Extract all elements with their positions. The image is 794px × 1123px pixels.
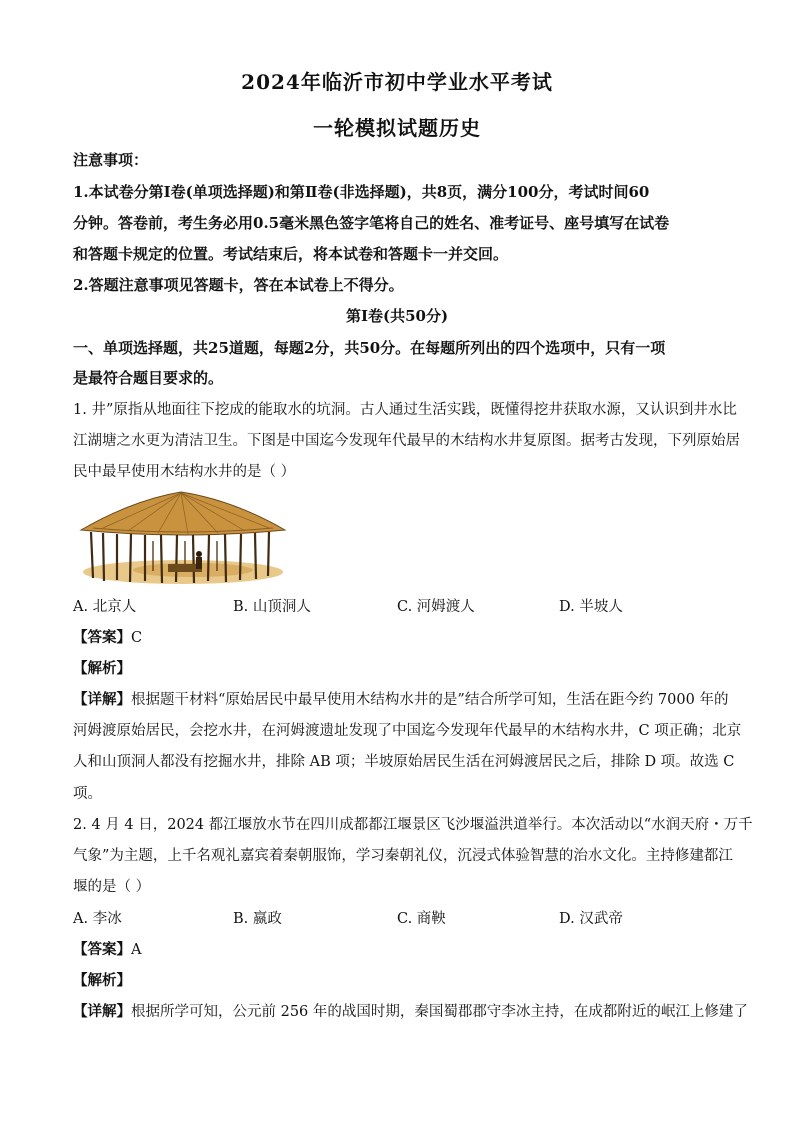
q1-stem-line-3: 民中最早使用木结构水井的是（ ） (73, 464, 296, 480)
exam-title: 2024年临沂市初中学业水平考试 (241, 70, 553, 94)
q1-stem-line-2: 江湖塘之水更为清洁卫生。下图是中国迄今发现年代最早的木结构水井复原图。据考古发现，下列原始居 (73, 433, 740, 449)
section-1-title: 第Ⅰ卷(共50分) (345, 307, 449, 325)
q1-stem-line-1: 1. 井”原指从地面往下挖成的能取水的坑洞。古人通过生活实践，既懂得挖井获取水源，又认识到井水比 (73, 402, 737, 418)
q2-detail-tag: 【详解】 (73, 1003, 131, 1020)
section-1-instruction-line-2: 是最符合题目要求的。 (73, 369, 224, 387)
notice-item-1-line-1: 1.本试卷分第Ⅰ卷(单项选择题)和第Ⅱ卷(非选择题)，共8页，满分100分，考试时间60 (73, 183, 650, 201)
q2-answer: A (131, 942, 142, 958)
q1-detail-line-2: 河姆渡原始居民，会挖水井，在河姆渡遗址发现了中国迄今发现年代最早的木结构水井，C 项正确；北京 (73, 723, 742, 739)
notice-item-1-line-2: 分钟。答卷前，考生务必用0.5毫米黑色签字笔将自己的姓名、准考证号、座号填写在试卷 (73, 214, 670, 232)
q1-detail-line-3: 人和山顶洞人都没有挖掘水井，排除 AB 项；半坡原始居民生活在河姆渡居民之后，排除 D 项。故选 C (73, 754, 735, 770)
q2-answer-tag: 【答案】 (73, 941, 131, 958)
q1-option-d: D. 半坡人 (559, 599, 623, 615)
q1-detail-line-1 (73, 690, 729, 710)
q1-option-b: B. 山顶洞人 (233, 599, 311, 615)
q1-detail-line-4: 项。 (73, 786, 102, 802)
q2-analysis-tag: 【解析】 (73, 972, 131, 989)
notice-item-2: 2.答题注意事项见答题卡，答在本试卷上不得分。 (73, 276, 404, 294)
q1-option-a: A. 北京人 (73, 599, 137, 615)
q2-stem-line-1: 2. 4 月 4 日，2024 都江堰放水节在四川成都都江堰景区飞沙堰溢洪道举行。本次活动以“水润天府・万千 (73, 817, 753, 833)
section-1-instruction-line-1: 一、单项选择题，共25道题，每题2分，共50分。在每题所列出的四个选项中，只有一项 (73, 339, 666, 357)
q1-answer-row (73, 628, 723, 648)
q1-answer-tag: 【答案】 (73, 629, 131, 646)
q2-stem-line-2: 气象”为主题，上千名观礼嘉宾着秦朝服饰，学习秦朝礼仪，沉浸式体验智慧的治水文化。主持修建都江 (73, 848, 733, 864)
q1-detail-text-1: 根据题干材料“原始居民中最早使用木结构水井的是”结合所学可知，生活在距今约 7000 年的 (131, 692, 729, 708)
q2-option-b: B. 嬴政 (233, 911, 282, 927)
q2-detail-text-1: 根据所学可知，公元前 256 年的战国时期，秦国蜀郡郡守李冰主持，在成都附近的岷江上修建了 (131, 1004, 748, 1020)
exam-subtitle: 一轮模拟试题历史 (313, 116, 481, 140)
q1-detail-tag: 【详解】 (73, 691, 131, 708)
q2-option-d: D. 汉武帝 (559, 911, 623, 927)
wooden-well-hut-illustration (73, 486, 288, 586)
q2-detail-line-1 (73, 1002, 748, 1022)
q1-analysis-tag: 【解析】 (73, 660, 131, 677)
q2-answer-row (73, 940, 723, 960)
q1-option-c: C. 河姆渡人 (397, 599, 475, 615)
q2-option-c: C. 商鞅 (397, 911, 446, 927)
q2-option-a: A. 李冰 (73, 911, 122, 927)
notice-item-1-line-3: 和答题卡规定的位置。考试结束后，将本试卷和答题卡一并交回。 (73, 245, 509, 263)
notice-heading: 注意事项： (73, 151, 149, 169)
q2-stem-line-3: 堰的是（ ） (73, 879, 151, 895)
q1-answer: C (131, 630, 143, 646)
